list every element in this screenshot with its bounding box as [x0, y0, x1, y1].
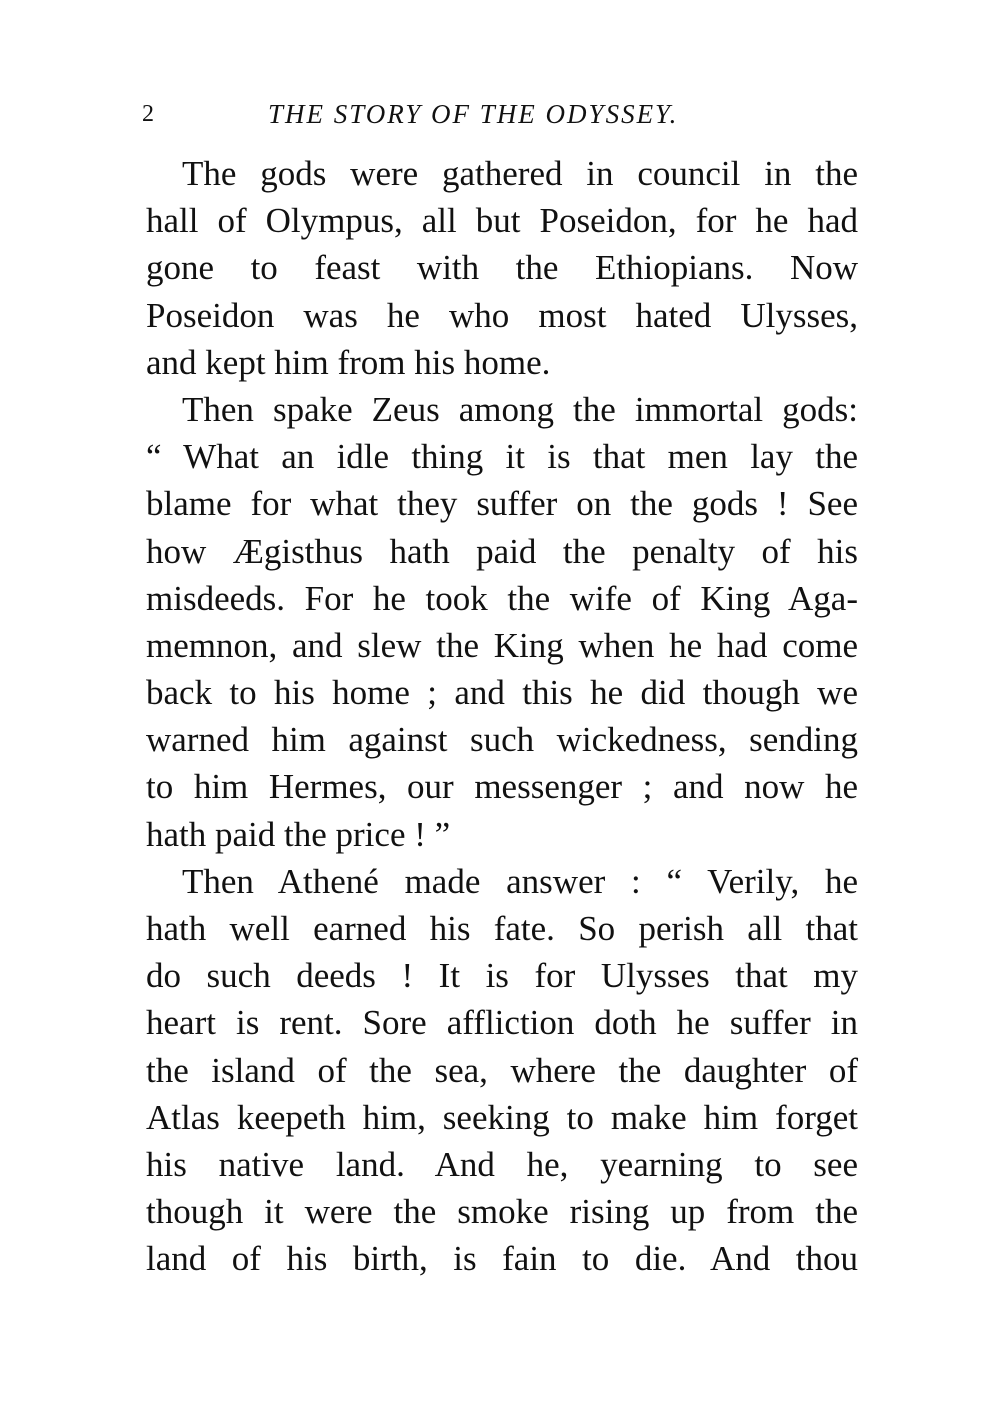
text-line: hath paid the price ! ”	[146, 814, 451, 854]
text-line: heart is rent. Sore affliction doth he suffer in	[146, 1003, 858, 1043]
text-line: the island of the sea, where the daughter of	[146, 1050, 858, 1090]
paragraph	[146, 386, 858, 858]
text-line: his native land. And he, yearning to see	[146, 1144, 858, 1184]
text-line: memnon, and slew the King when he had come	[146, 625, 858, 665]
running-head	[140, 96, 860, 132]
page-number: 2	[142, 101, 154, 127]
text-line: back to his home ; and this he did though we	[146, 673, 858, 713]
text-line: misdeeds. For he took the wife of King Aga-	[146, 578, 858, 618]
text-line: warned him against such wickedness, sending	[146, 720, 858, 760]
text-line: and kept him from his home.	[146, 342, 551, 382]
text-line: hall of Olympus, all but Poseidon, for he had	[146, 201, 858, 241]
text-line: The gods were gathered in council in the	[182, 154, 858, 193]
text-line: Then Athené made answer : “ Verily, he	[182, 861, 858, 901]
body-text	[146, 150, 858, 1283]
paragraph	[146, 150, 858, 386]
text-line: “ What an idle thing it is that men lay the	[146, 437, 858, 477]
text-line: Then spake Zeus among the immortal gods:	[182, 389, 858, 429]
text-line: blame for what they suffer on the gods ! See	[146, 484, 858, 524]
text-line: land of his birth, is fain to die. And thou	[146, 1239, 858, 1279]
text-line: to him Hermes, our messenger ; and now he	[146, 767, 858, 807]
book-title: THE STORY OF THE ODYSSEY.	[268, 99, 679, 129]
text-line: Poseidon was he who most hated Ulysses,	[146, 295, 858, 335]
text-line: hath well earned his fate. So perish all that	[146, 909, 858, 948]
text-line: how Ægisthus hath paid the penalty of his	[146, 531, 858, 571]
text-line: do such deeds ! It is for Ulysses that my	[146, 956, 858, 996]
text-line: Atlas keepeth him, seeking to make him forget	[146, 1097, 858, 1137]
paragraph	[146, 858, 858, 1283]
text-line: though it were the smoke rising up from the	[146, 1192, 858, 1232]
text-line: gone to feast with the Ethiopians. Now	[146, 248, 858, 288]
